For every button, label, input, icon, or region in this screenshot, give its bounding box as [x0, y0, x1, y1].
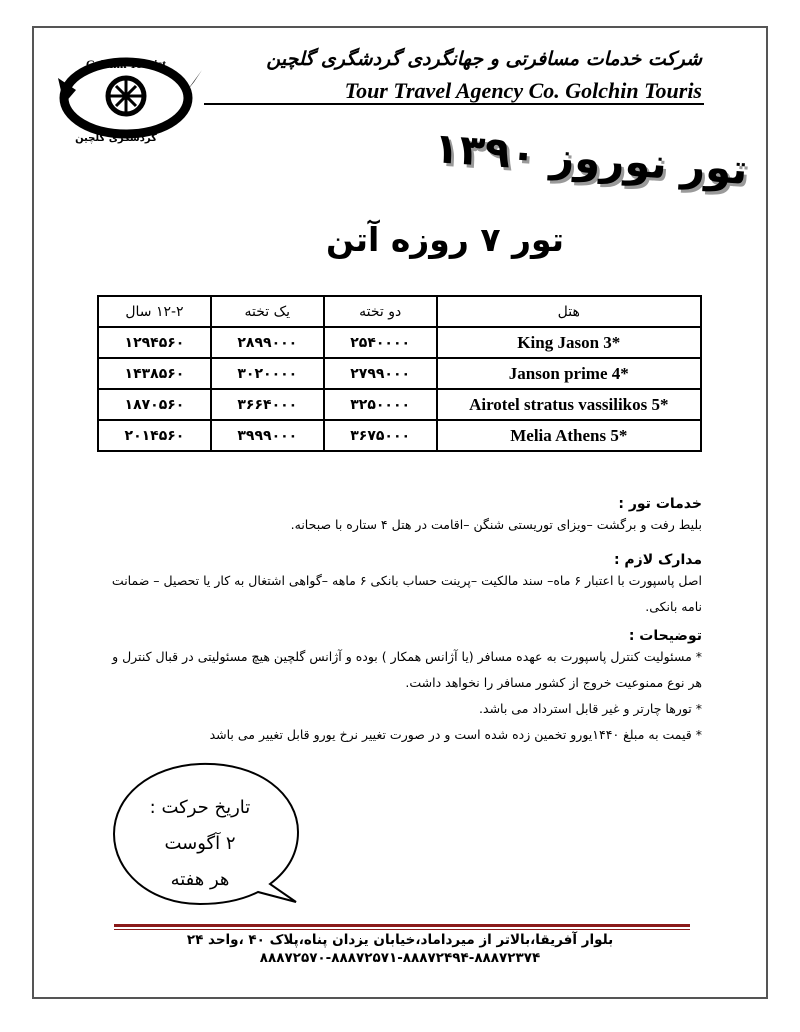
header-underline [204, 103, 704, 105]
col-child: ۱۲-۲ سال [98, 296, 211, 327]
col-single: یک تخته [211, 296, 324, 327]
company-name-fa: شرکت خدمات مسافرتی و جهانگردی گردشگری گلچین [266, 48, 702, 70]
footer-divider-thin [114, 929, 690, 930]
company-name-en: Tour Travel Agency Co. Golchin Touris [344, 78, 702, 103]
documents-text: اصل پاسپورت با اعتبار ۶ ماه– سند مالکیت –پرینت حساب بانکی ۶ ماهه –گواهی اشتغال به کار یا تحصیل – ضمانت نامه بانکی. [111, 573, 702, 614]
note-item: * مسئولیت کنترل پاسپورت به عهده مسافر (یا آژانس همکار ) بوده و آژانس گلچین هیچ مسئولیتی در قبال کنترل و هر نوع ممنوعیت خروج از کشور مسافر را نخواهد داشت. [112, 649, 702, 690]
departure-info [110, 790, 290, 898]
departure-date: ۲ آگوست [164, 833, 236, 854]
departure-frequency: هر هفته [170, 869, 230, 890]
hotel-name: Airotel stratus vassilikos 5* [437, 389, 701, 420]
logo-text-en: Golchin Tourist [85, 57, 167, 71]
tour-subtitle [0, 220, 800, 259]
table-row [98, 389, 701, 420]
price-double: ۲۵۴۰۰۰۰ [324, 327, 437, 358]
company-logo [56, 48, 206, 148]
table-header-row [98, 296, 701, 327]
price-single: ۲۸۹۹۰۰۰ [211, 327, 324, 358]
departure-label: تاریخ حرکت : [149, 797, 251, 818]
notes-heading: توضیحات : [628, 628, 702, 644]
footer-phones: ۸۸۸۷۲۵۷۰-۸۸۸۷۲۵۷۱-۸۸۸۷۲۴۹۴-۸۸۸۷۲۳۷۴ [259, 950, 541, 966]
price-double: ۲۷۹۹۰۰۰ [324, 358, 437, 389]
hotel-name: King Jason 3* [437, 327, 701, 358]
price-single: ۳۶۶۴۰۰۰ [211, 389, 324, 420]
price-single: ۳۹۹۹۰۰۰ [211, 420, 324, 451]
documents-section [96, 552, 702, 620]
services-heading: خدمات تور : [618, 496, 702, 512]
hotel-name: Janson prime 4* [437, 358, 701, 389]
price-child: ۱۴۳۸۵۶۰ [98, 358, 211, 389]
table-row [98, 420, 701, 451]
note-item: * قیمت به مبلغ ۱۴۴۰یورو تخمین زده شده است و در صورت تغییر نرخ یورو قابل تغییر می باشد [209, 727, 702, 742]
table-row [98, 358, 701, 389]
tour-subtitle-text: تور ۷ روزه آتن [325, 220, 565, 259]
documents-heading: مدارک لازم : [613, 552, 702, 568]
note-item: * تورها چارتر و غیر قابل استرداد می باشد. [479, 701, 702, 716]
table-row [98, 327, 701, 358]
notes-section [96, 628, 702, 748]
hotel-name: Melia Athens 5* [437, 420, 701, 451]
logo-text-fa: گردشگری گلچین [75, 133, 157, 144]
price-child: ۱۸۷۰۵۶۰ [98, 389, 211, 420]
price-double: ۳۲۵۰۰۰۰ [324, 389, 437, 420]
services-text: بلیط رفت و برگشت –ویزای توریستی شنگن –اقامت در هتل ۴ ستاره با صبحانه. [290, 517, 702, 532]
col-double: دو تخته [324, 296, 437, 327]
footer-address: بلوار آفریقا،بالاتر از میرداماد،خیابان یزدان پناه،پلاک ۴۰ ،واحد ۲۴ [186, 932, 614, 948]
price-single: ۳۰۲۰۰۰۰ [211, 358, 324, 389]
price-double: ۳۶۷۵۰۰۰ [324, 420, 437, 451]
price-child: ۲۰۱۴۵۶۰ [98, 420, 211, 451]
price-table [97, 295, 702, 452]
page-title: تور نوروز ۱۳۹۰ [432, 123, 750, 194]
col-hotel: هتل [437, 296, 701, 327]
services-section [96, 496, 702, 538]
price-child: ۱۲۹۴۵۶۰ [98, 327, 211, 358]
footer-divider [114, 924, 690, 927]
